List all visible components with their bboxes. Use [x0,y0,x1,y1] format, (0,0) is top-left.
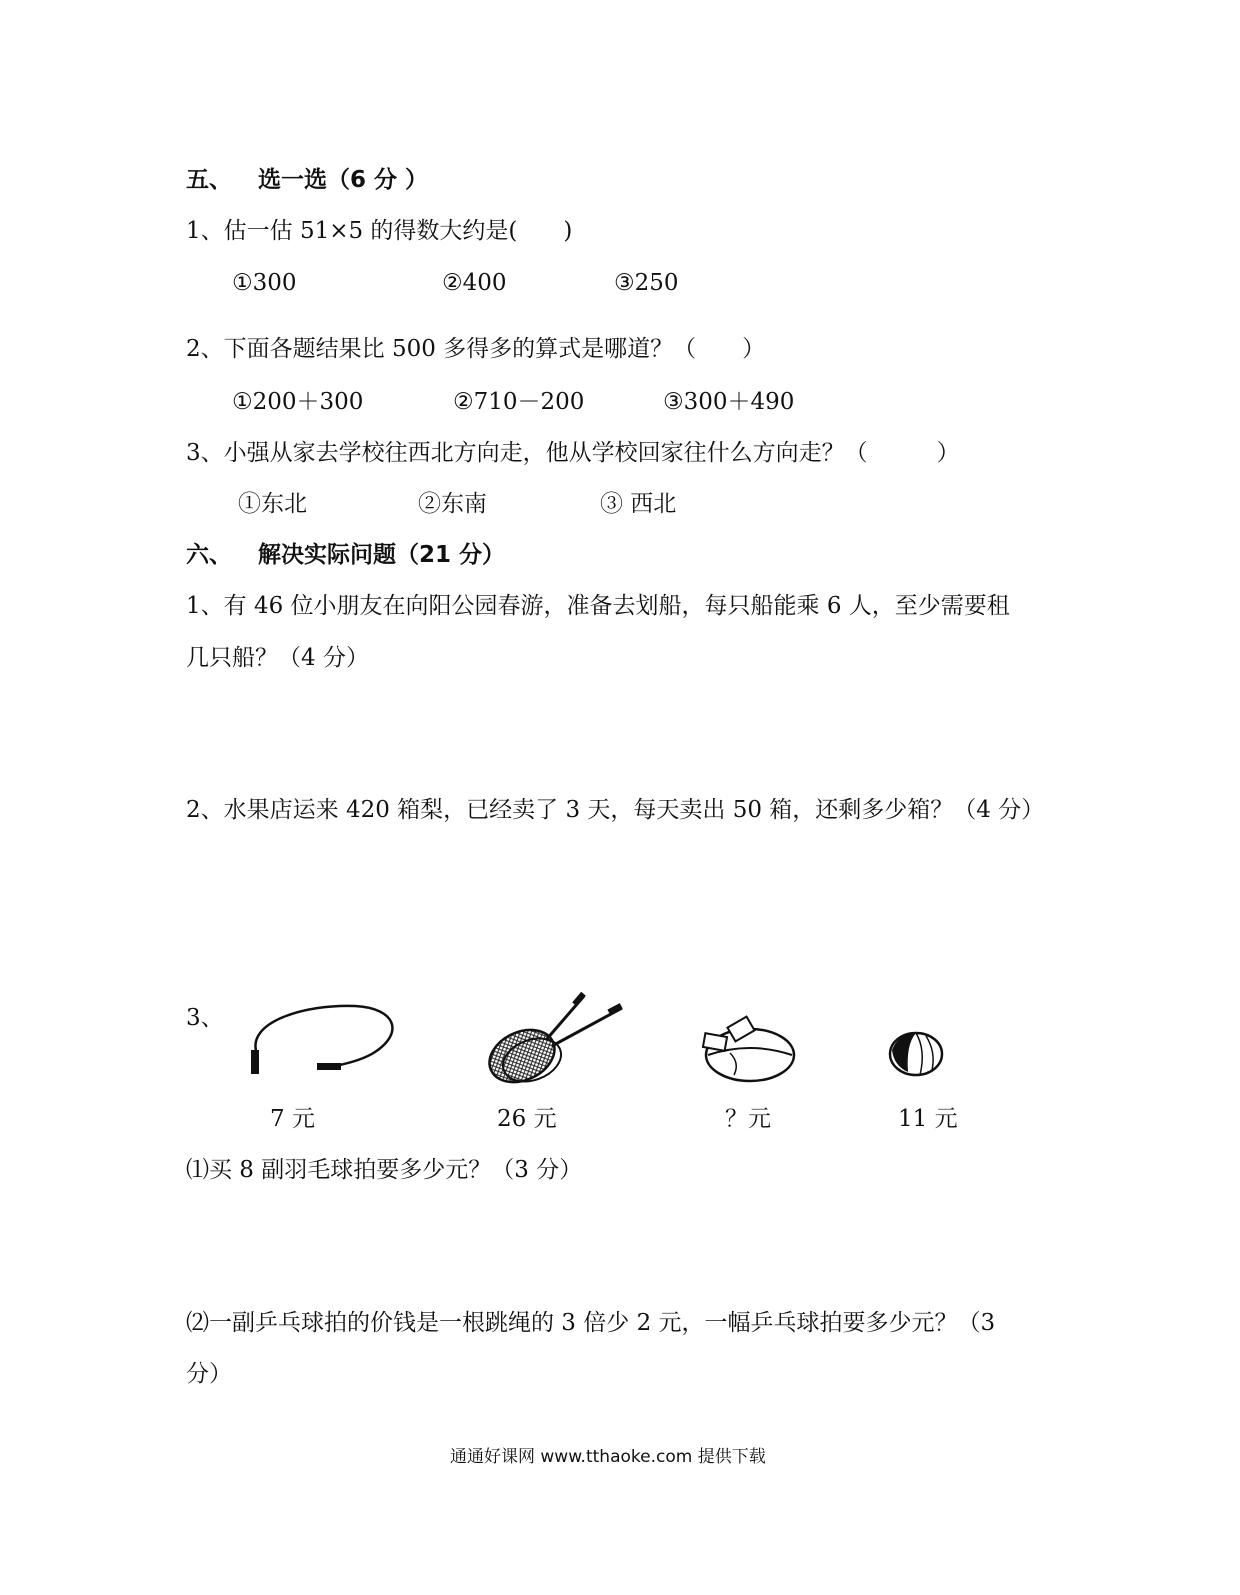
option-5-3-c: ③ 西北 [600,491,677,517]
question-6-3-sub2-line1: ⑵一副乒乓球拍的价钱是一根跳绳的 3 倍少 2 元，一幅乒乓球拍要多少元？（3 [186,1310,996,1336]
option-5-2-b: ②710－200 [453,389,585,415]
section6-number: 六、 [186,542,232,568]
question-6-3-sub1: ⑴买 8 副羽毛球拍要多少元？（3 分） [186,1157,583,1183]
question-6-1-line1: 1、有 46 位小朋友在向阳公园春游，准备去划船，每只船能乘 6 人，至少需要租 [186,593,1010,619]
ping-pong-paddle-icon [700,1015,810,1085]
question-5-1: 1、估一估 51×5 的得数大约是( ) [186,218,573,244]
price-ball: 11 元 [898,1106,958,1132]
price-badminton-rackets: 26 元 [497,1106,557,1132]
option-5-1-c: ③250 [614,270,679,296]
jump-rope-icon [245,1002,405,1082]
question-6-2: 2、水果店运来 420 箱梨，已经卖了 3 天，每天卖出 50 箱，还剩多少箱？（4 分） [186,797,1045,823]
option-5-2-c: ③300＋490 [663,389,795,415]
question-6-3-sub2-line2: 分） [186,1361,232,1387]
question-6-3-number: 3、 [186,1005,224,1031]
ball-icon [886,1030,946,1078]
section5-title: 选一选（6 分 ） [258,167,429,193]
option-5-3-b: ②东南 [418,491,487,517]
section6-title: 解决实际问题（21 分） [258,542,506,568]
option-5-3-a: ①东北 [238,491,307,517]
section5-number: 五、 [186,167,232,193]
badminton-rackets-icon [484,990,634,1090]
price-ping-pong-paddle: ？元 [725,1106,771,1132]
option-5-1-b: ②400 [442,270,507,296]
price-jump-rope: 7 元 [270,1106,315,1132]
question-5-2: 2、下面各题结果比 500 多得多的算式是哪道？（ ） [186,336,766,362]
footer-source: 通通好课网 www.tthaoke.com 提供下载 [450,1447,766,1467]
option-5-1-a: ①300 [232,270,297,296]
option-5-2-a: ①200＋300 [232,389,364,415]
question-6-1-line2: 几只船？（4 分） [186,645,369,671]
question-5-3: 3、小强从家去学校往西北方向走，他从学校回家往什么方向走？（ ） [186,440,960,466]
